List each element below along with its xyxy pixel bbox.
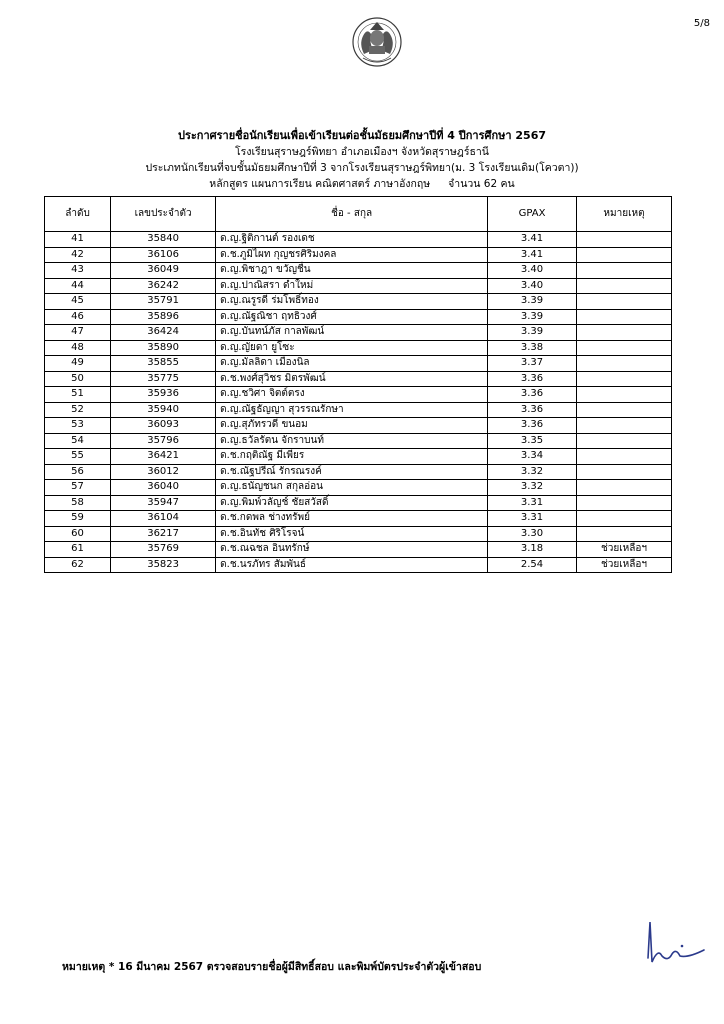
cell-name: ด.ญ.ธวัลรัตน จักราบนท์ [216,433,488,449]
cell-note [577,387,672,403]
cell-name: ด.ญ.ชวิศา จิตต์ตรง [216,387,488,403]
cell-note [577,402,672,418]
cell-name: ด.ช.พงศ์สุวิชร มิตรพัฒน์ [216,371,488,387]
signature-icon [640,918,710,974]
cell-gpax: 3.36 [488,418,577,434]
table-row [45,542,672,558]
cell-name: ด.ญ.ณัฐธัญญา สุวรรณรักษา [216,402,488,418]
table-row [45,340,672,356]
header-no: ลำดับ [45,197,111,232]
cell-name: ด.ช.ภูมิไผท กุญชรศิริมงคล [216,247,488,263]
announcement-header [0,128,724,192]
cell-name: ด.ญ.บันทน์ภัส กาลพัฒน์ [216,325,488,341]
cell-no: 56 [45,464,111,480]
table-row [45,433,672,449]
cell-note [577,340,672,356]
cell-gpax: 3.35 [488,433,577,449]
table-row [45,309,672,325]
cell-name: ด.ช.นรภัทร สัมพันธ์ [216,557,488,573]
table-row [45,278,672,294]
cell-gpax: 3.18 [488,542,577,558]
cell-note [577,371,672,387]
cell-id: 36424 [111,325,216,341]
cell-gpax: 3.31 [488,511,577,527]
footer-note: หมายเหตุ * 16 มีนาคม 2567 ตรวจสอบรายชื่อผู้มีสิทธิ์สอบ และพิมพ์บัตรประจำตัวผู้เข้าสอบ [62,961,482,973]
cell-gpax: 3.36 [488,387,577,403]
program-name: หลักสูตร แผนการเรียน คณิตศาสตร์ ภาษาอังกฤษ [209,178,431,190]
cell-no: 53 [45,418,111,434]
cell-gpax: 3.39 [488,294,577,310]
cell-no: 44 [45,278,111,294]
school-emblem-icon [349,16,405,68]
page-number: 5/8 [693,18,710,29]
announcement-title: ประกาศรายชื่อนักเรียนเพื่อเข้าเรียนต่อชั้นมัธยมศึกษาปีที่ 4 ปีการศึกษา 2567 [178,129,546,142]
cell-no: 42 [45,247,111,263]
cell-gpax: 3.40 [488,278,577,294]
table-row [45,402,672,418]
cell-no: 46 [45,309,111,325]
cell-gpax: 3.32 [488,464,577,480]
student-table [44,196,672,573]
cell-no: 60 [45,526,111,542]
cell-gpax: 3.37 [488,356,577,372]
cell-no: 51 [45,387,111,403]
cell-note [577,480,672,496]
cell-no: 57 [45,480,111,496]
header-name: ชื่อ - สกุล [216,197,488,232]
cell-no: 52 [45,402,111,418]
cell-gpax: 3.36 [488,371,577,387]
cell-name: ด.ญ.ปาณิสรา ดำใหม่ [216,278,488,294]
table-row [45,263,672,279]
cell-no: 55 [45,449,111,465]
cell-note [577,309,672,325]
table-row [45,511,672,527]
cell-note [577,294,672,310]
cell-name: ด.ช.ณฉชล อินทรักษ์ [216,542,488,558]
cell-name: ด.ช.ณัฐปรีณ์ รักรณรงค์ [216,464,488,480]
cell-no: 62 [45,557,111,573]
cell-id: 35890 [111,340,216,356]
cell-no: 43 [45,263,111,279]
cell-note [577,433,672,449]
cell-no: 48 [45,340,111,356]
cell-no: 49 [45,356,111,372]
cell-name: ด.ญ.ธนัญชนก สกุลอ่อน [216,480,488,496]
cell-no: 58 [45,495,111,511]
cell-note [577,325,672,341]
student-count: จำนวน 62 คน [448,178,515,190]
cell-name: ด.ญ.ญัยดา ยูโซะ [216,340,488,356]
cell-id: 35796 [111,433,216,449]
cell-name: ด.ญ.ฐิติกานต์ รองเดช [216,232,488,248]
table-row [45,247,672,263]
table-row [45,232,672,248]
student-category: ประเภทนักเรียนที่จบชั้นมัธยมศึกษาปีที่ 3 จากโรงเรียนสุราษฎร์พิทยา(ม. 3 โรงเรียนเดิม(โควตา)) [145,162,579,174]
cell-note: ช่วยเหลือฯ [577,542,672,558]
cell-id: 35769 [111,542,216,558]
cell-id: 35936 [111,387,216,403]
table-row [45,294,672,310]
cell-id: 35940 [111,402,216,418]
table-row [45,387,672,403]
cell-no: 54 [45,433,111,449]
cell-id: 36242 [111,278,216,294]
cell-note [577,418,672,434]
cell-id: 35840 [111,232,216,248]
table-row [45,526,672,542]
cell-name: ด.ช.กฤติณัฐ มีเพียร [216,449,488,465]
cell-name: ด.ญ.สุภัทรวดี ขนอม [216,418,488,434]
cell-name: ด.ญ.ณัฐณิชา ฤทธิวงศ์ [216,309,488,325]
school-name: โรงเรียนสุราษฎร์พิทยา อำเภอเมืองฯ จังหวัดสุราษฎร์ธานี [235,146,489,158]
cell-gpax: 3.34 [488,449,577,465]
cell-id: 35791 [111,294,216,310]
cell-note [577,247,672,263]
cell-gpax: 3.31 [488,495,577,511]
cell-id: 36093 [111,418,216,434]
table-row [45,371,672,387]
cell-id: 35947 [111,495,216,511]
cell-gpax: 3.39 [488,325,577,341]
table-row [45,418,672,434]
cell-note [577,495,672,511]
cell-name: ด.ญ.พิมพ์วลัญช์ ชัยสวัสดิ์ [216,495,488,511]
cell-id: 36421 [111,449,216,465]
table-row [45,557,672,573]
cell-note [577,526,672,542]
cell-gpax: 3.36 [488,402,577,418]
cell-id: 35823 [111,557,216,573]
cell-no: 45 [45,294,111,310]
table-row [45,356,672,372]
table-row [45,449,672,465]
table-row [45,464,672,480]
cell-note [577,464,672,480]
cell-name: ด.ช.อินทัช ศิริโรจน์ [216,526,488,542]
table-row [45,480,672,496]
cell-note [577,511,672,527]
cell-note [577,356,672,372]
cell-name: ด.ช.กดพล ช่างทรัพย์ [216,511,488,527]
cell-no: 61 [45,542,111,558]
cell-id: 36012 [111,464,216,480]
cell-gpax: 3.41 [488,247,577,263]
cell-id: 35775 [111,371,216,387]
cell-gpax: 3.30 [488,526,577,542]
cell-note [577,232,672,248]
table-header-row [45,197,672,232]
cell-name: ด.ญ.ณรูรดี ร่มโพธิ์ทอง [216,294,488,310]
cell-note [577,278,672,294]
cell-note: ช่วยเหลือฯ [577,557,672,573]
cell-id: 36217 [111,526,216,542]
cell-no: 59 [45,511,111,527]
header-note: หมายเหตุ [577,197,672,232]
table-row [45,495,672,511]
cell-no: 47 [45,325,111,341]
cell-id: 35855 [111,356,216,372]
cell-gpax: 3.41 [488,232,577,248]
header-id: เลขประจำตัว [111,197,216,232]
table-row [45,325,672,341]
cell-no: 50 [45,371,111,387]
cell-note [577,449,672,465]
cell-name: ด.ญ.มัลลิดา เมืองนิล [216,356,488,372]
cell-gpax: 2.54 [488,557,577,573]
cell-name: ด.ญ.พิชาฎา ขวัญชื่น [216,263,488,279]
cell-id: 36040 [111,480,216,496]
cell-gpax: 3.32 [488,480,577,496]
cell-id: 36104 [111,511,216,527]
cell-gpax: 3.38 [488,340,577,356]
cell-id: 36049 [111,263,216,279]
cell-note [577,263,672,279]
header-gpax: GPAX [488,197,577,232]
cell-gpax: 3.40 [488,263,577,279]
cell-id: 35896 [111,309,216,325]
cell-id: 36106 [111,247,216,263]
cell-gpax: 3.39 [488,309,577,325]
program-line [0,176,724,192]
cell-no: 41 [45,232,111,248]
